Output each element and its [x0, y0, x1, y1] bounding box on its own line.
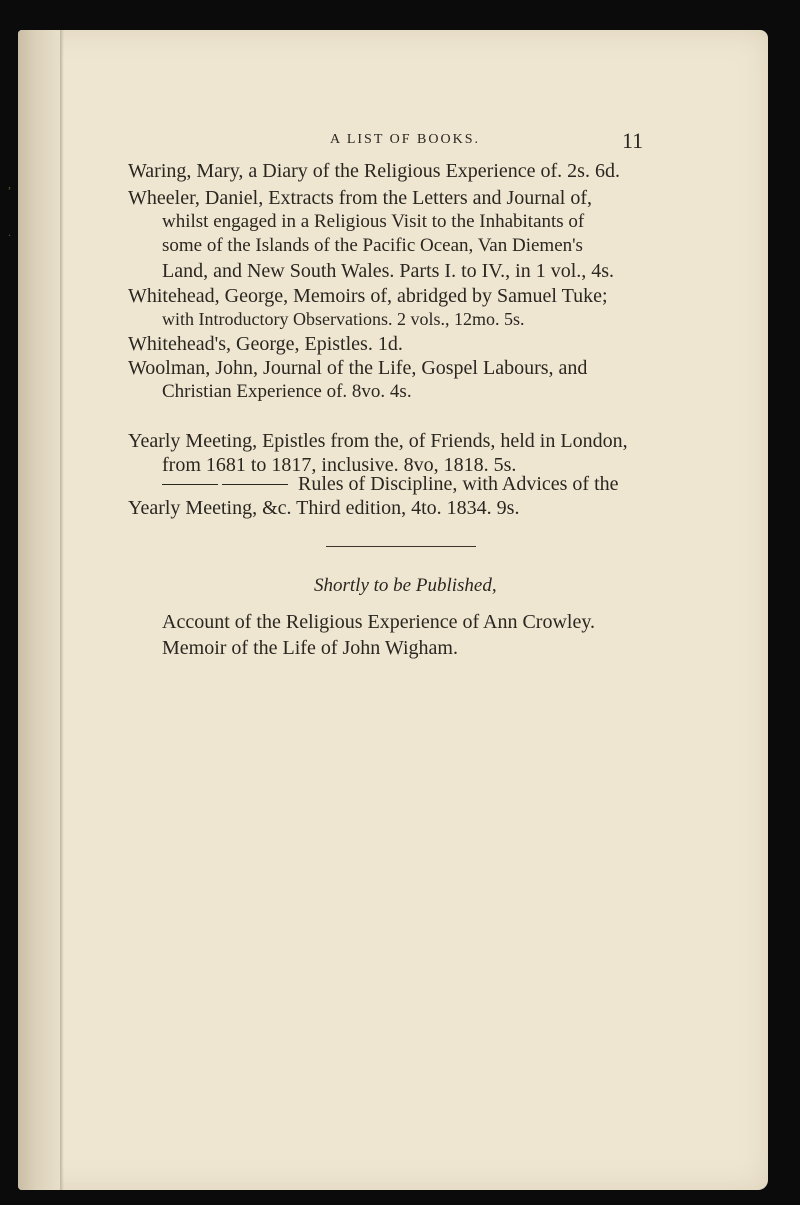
- entry-rules-line-2: Yearly Meeting, &c. Third edition, 4to. 1834. 9s.: [128, 497, 520, 519]
- entry-whitehead-memoirs-line-2: with Introductory Observations. 2 vols., 12mo. 5s.: [162, 309, 525, 329]
- forthcoming-item: Memoir of the Life of John Wigham.: [162, 637, 458, 659]
- running-header: [0, 128, 800, 152]
- entry-wheeler-line-3: some of the Islands of the Pacific Ocean, Van Diemen's: [162, 235, 583, 256]
- entry-woolman-line-2: Christian Experience of. 8vo. 4s.: [162, 381, 412, 402]
- header-title: A LIST OF BOOKS.: [330, 132, 480, 147]
- entry-yearly-meeting-line-2: from 1681 to 1817, inclusive. 8vo, 1818. 5s.: [162, 454, 517, 476]
- gutter-speck: ,: [8, 177, 11, 191]
- entry-waring: Waring, Mary, a Diary of the Religious Experience of. 2s. 6d.: [128, 160, 620, 182]
- entry-whitehead-memoirs-line-1: Whitehead, George, Memoirs of, abridged by Samuel Tuke;: [128, 285, 608, 307]
- forthcoming-item: Account of the Religious Experience of Ann Crowley.: [162, 611, 596, 633]
- entry-woolman-line-1: Woolman, John, Journal of the Life, Gospel Labours, and: [128, 357, 588, 379]
- ditto-dash: [222, 484, 288, 485]
- entry-wheeler-line-4: Land, and New South Wales. Parts I. to IV., in 1 vol., 4s.: [162, 260, 615, 282]
- gutter-speck: .: [8, 225, 11, 239]
- entry-wheeler-line-1: Wheeler, Daniel, Extracts from the Letters and Journal of,: [128, 187, 593, 209]
- page-gutter: [18, 30, 62, 1190]
- ditto-dash: [162, 484, 218, 485]
- section-divider: [326, 546, 476, 547]
- entry-rules-line-1: Rules of Discipline, with Advices of the: [298, 473, 619, 495]
- page-number: 11: [622, 128, 644, 153]
- entry-whitehead-epistles: Whitehead's, George, Epistles. 1d.: [128, 333, 403, 355]
- forthcoming-heading: Shortly to be Published,: [314, 575, 497, 596]
- gutter-shadow: [60, 30, 64, 1190]
- entry-yearly-meeting-line-1: Yearly Meeting, Epistles from the, of Friends, held in London,: [128, 430, 628, 452]
- entry-wheeler-line-2: whilst engaged in a Religious Visit to the Inhabitants of: [162, 211, 585, 232]
